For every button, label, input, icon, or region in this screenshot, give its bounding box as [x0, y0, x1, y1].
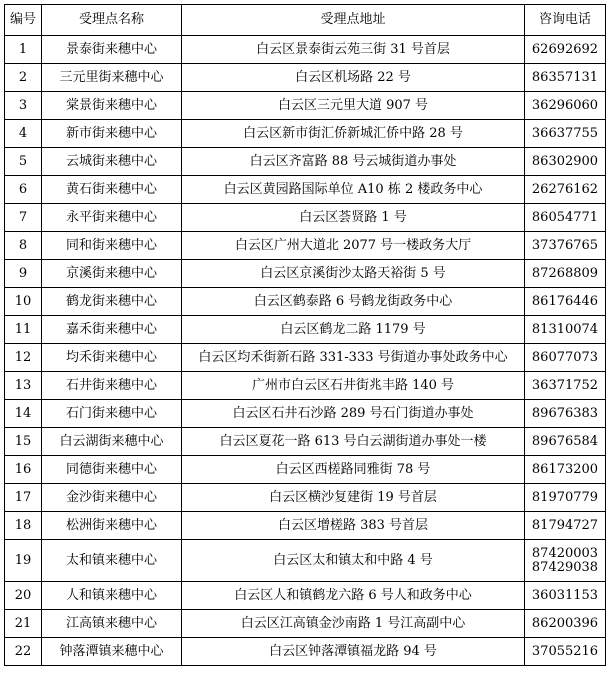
phone-number: 86357131	[531, 69, 599, 85]
cell-address: 白云区均禾街新石路 331-333 号街道办事处政务中心	[182, 344, 525, 372]
cell-no: 16	[5, 456, 42, 484]
phone-number: 37055216	[531, 643, 599, 659]
phone-number: 87268809	[531, 265, 599, 281]
table-row	[5, 64, 606, 92]
cell-name: 人和镇来穗中心	[42, 582, 182, 610]
cell-name: 白云湖街来穗中心	[42, 428, 182, 456]
phone-number: 26276162	[531, 181, 599, 197]
cell-address: 白云区广州大道北 2077 号一楼政务大厅	[182, 232, 525, 260]
cell-phone	[525, 92, 606, 120]
cell-phone	[525, 288, 606, 316]
cell-name: 石井街来穗中心	[42, 372, 182, 400]
cell-name: 云城街来穗中心	[42, 148, 182, 176]
phone-number: 86302900	[531, 153, 599, 169]
table-row	[5, 638, 606, 666]
cell-address: 白云区西槎路同雅街 78 号	[182, 456, 525, 484]
phone-number: 36371752	[531, 377, 599, 393]
cell-no: 5	[5, 148, 42, 176]
phone-number: 81794727	[531, 517, 599, 533]
cell-no: 2	[5, 64, 42, 92]
cell-name: 黄石街来穗中心	[42, 176, 182, 204]
cell-no: 21	[5, 610, 42, 638]
cell-address: 广州市白云区石井街兆丰路 140 号	[182, 372, 525, 400]
table-row	[5, 372, 606, 400]
table-row	[5, 316, 606, 344]
table-row	[5, 428, 606, 456]
cell-address: 白云区黄园路国际单位 A10 栋 2 楼政务中心	[182, 176, 525, 204]
phone-number: 36296060	[531, 97, 599, 113]
phone-number: 87420003	[531, 545, 599, 561]
cell-phone	[525, 484, 606, 512]
table-row	[5, 36, 606, 64]
cell-address: 白云区鹤龙二路 1179 号	[182, 316, 525, 344]
cell-address: 白云区新市街汇侨新城汇侨中路 28 号	[182, 120, 525, 148]
cell-address: 白云区景泰街云苑三街 31 号首层	[182, 36, 525, 64]
cell-phone	[525, 456, 606, 484]
phone-number: 81310074	[531, 321, 599, 337]
cell-name: 江高镇来穗中心	[42, 610, 182, 638]
cell-address: 白云区太和镇太和中路 4 号	[182, 540, 525, 582]
table-row	[5, 400, 606, 428]
cell-address: 白云区横沙复建街 19 号首层	[182, 484, 525, 512]
cell-phone	[525, 36, 606, 64]
cell-phone	[525, 316, 606, 344]
table-row	[5, 204, 606, 232]
cell-no: 8	[5, 232, 42, 260]
phone-number: 86176446	[531, 293, 599, 309]
table-row	[5, 582, 606, 610]
cell-phone	[525, 610, 606, 638]
cell-no: 1	[5, 36, 42, 64]
header-name: 受理点名称	[42, 5, 182, 36]
cell-phone	[525, 638, 606, 666]
phone-number: 86054771	[531, 209, 599, 225]
table-row	[5, 92, 606, 120]
table-row	[5, 288, 606, 316]
cell-phone	[525, 582, 606, 610]
cell-name: 同德街来穗中心	[42, 456, 182, 484]
table-row	[5, 148, 606, 176]
cell-no: 6	[5, 176, 42, 204]
table-body	[5, 36, 606, 666]
cell-phone	[525, 400, 606, 428]
table-row	[5, 610, 606, 638]
phone-number: 89676584	[531, 433, 599, 449]
cell-phone	[525, 372, 606, 400]
service-points-table	[4, 4, 606, 666]
table-row	[5, 512, 606, 540]
cell-no: 12	[5, 344, 42, 372]
cell-name: 京溪街来穗中心	[42, 260, 182, 288]
cell-address: 白云区鹤泰路 6 号鹤龙街政务中心	[182, 288, 525, 316]
cell-phone	[525, 204, 606, 232]
cell-address: 白云区石井石沙路 289 号石门街道办事处	[182, 400, 525, 428]
cell-address: 白云区江高镇金沙南路 1 号江高副中心	[182, 610, 525, 638]
table-row	[5, 120, 606, 148]
cell-no: 17	[5, 484, 42, 512]
cell-address: 白云区三元里大道 907 号	[182, 92, 525, 120]
cell-no: 7	[5, 204, 42, 232]
cell-name: 嘉禾街来穗中心	[42, 316, 182, 344]
cell-address: 白云区夏花一路 613 号白云湖街道办事处一楼	[182, 428, 525, 456]
phone-number: 81970779	[531, 489, 599, 505]
cell-name: 新市街来穗中心	[42, 120, 182, 148]
cell-address: 白云区荟贤路 1 号	[182, 204, 525, 232]
table-row	[5, 540, 606, 582]
cell-no: 20	[5, 582, 42, 610]
cell-phone	[525, 260, 606, 288]
cell-name: 钟落潭镇来穗中心	[42, 638, 182, 666]
cell-address: 白云区人和镇鹤龙六路 6 号人和政务中心	[182, 582, 525, 610]
table-row	[5, 260, 606, 288]
cell-phone	[525, 120, 606, 148]
phone-number: 62692692	[531, 41, 599, 57]
phone-number: 87429038	[531, 559, 599, 575]
table-row	[5, 176, 606, 204]
table-row	[5, 344, 606, 372]
phone-number: 86200396	[531, 615, 599, 631]
cell-phone	[525, 540, 606, 582]
cell-phone	[525, 176, 606, 204]
cell-name: 永平街来穗中心	[42, 204, 182, 232]
phone-number: 37376765	[531, 237, 599, 253]
cell-no: 15	[5, 428, 42, 456]
cell-address: 白云区京溪街沙太路天裕街 5 号	[182, 260, 525, 288]
cell-name: 均禾街来穗中心	[42, 344, 182, 372]
cell-no: 4	[5, 120, 42, 148]
cell-name: 三元里街来穗中心	[42, 64, 182, 92]
header-no: 编号	[5, 5, 42, 36]
cell-name: 同和街来穗中心	[42, 232, 182, 260]
cell-no: 9	[5, 260, 42, 288]
cell-phone	[525, 232, 606, 260]
cell-name: 太和镇来穗中心	[42, 540, 182, 582]
cell-phone	[525, 428, 606, 456]
phone-number: 36031153	[531, 587, 599, 603]
phone-number: 86173200	[531, 461, 599, 477]
table-row	[5, 456, 606, 484]
cell-no: 22	[5, 638, 42, 666]
cell-no: 11	[5, 316, 42, 344]
cell-no: 10	[5, 288, 42, 316]
cell-no: 13	[5, 372, 42, 400]
cell-address: 白云区齐富路 88 号云城街道办事处	[182, 148, 525, 176]
cell-phone	[525, 64, 606, 92]
cell-address: 白云区增槎路 383 号首层	[182, 512, 525, 540]
header-phone: 咨询电话	[525, 5, 606, 36]
cell-no: 18	[5, 512, 42, 540]
cell-address: 白云区机场路 22 号	[182, 64, 525, 92]
cell-phone	[525, 148, 606, 176]
cell-name: 棠景街来穗中心	[42, 92, 182, 120]
cell-phone	[525, 512, 606, 540]
header-row	[5, 5, 606, 36]
phone-number: 86077073	[531, 349, 599, 365]
cell-no: 19	[5, 540, 42, 582]
phone-number: 89676383	[531, 405, 599, 421]
table-row	[5, 232, 606, 260]
cell-name: 鹤龙街来穗中心	[42, 288, 182, 316]
cell-name: 景泰街来穗中心	[42, 36, 182, 64]
cell-name: 石门街来穗中心	[42, 400, 182, 428]
cell-name: 金沙街来穗中心	[42, 484, 182, 512]
cell-address: 白云区钟落潭镇福龙路 94 号	[182, 638, 525, 666]
cell-name: 松洲街来穗中心	[42, 512, 182, 540]
table-row	[5, 484, 606, 512]
cell-no: 14	[5, 400, 42, 428]
header-address: 受理点地址	[182, 5, 525, 36]
cell-no: 3	[5, 92, 42, 120]
cell-phone	[525, 344, 606, 372]
phone-number: 36637755	[531, 125, 599, 141]
